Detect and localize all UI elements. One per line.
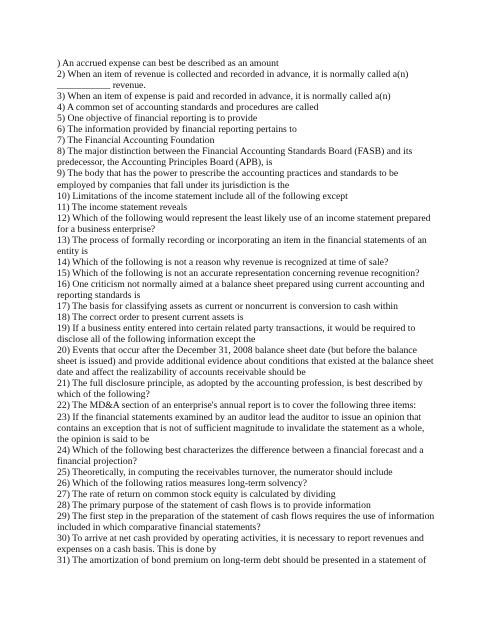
text-line: financial projection? [57, 455, 137, 467]
text-line: 12) Which of the following would represent the least likely use of an income statement prepared [57, 212, 431, 224]
text-line: date and affect the realizability of accounts receivable should be [57, 367, 306, 379]
text-line: 26) Which of the following ratios measures long-term solvency? [57, 477, 308, 489]
text-line: 15) Which of the following is not an accurate representation concerning revenue recognition? [57, 267, 420, 279]
text-line: 25) Theoretically, in computing the receivables turnover, the numerator should include [57, 466, 393, 478]
text-line: 6) The information provided by financial reporting pertains to [57, 124, 297, 136]
text-line: disclose all of the following information except the [57, 334, 256, 346]
text-line: 5) One objective of financial reporting is to provide [57, 113, 258, 125]
text-line: ___________ revenue. [57, 80, 146, 92]
text-line: contains an exception that is not of sufficient magnitude to invalidate the statement as a whole, [57, 422, 425, 434]
text-line: entity is [57, 245, 88, 257]
text-line: included in which comparative financial statements? [57, 521, 261, 533]
text-line: 31) The amortization of bond premium on long-term debt should be presented in a statement of [57, 555, 427, 567]
text-line: 20) Events that occur after the December 31, 2008 balance sheet date (but before the balance [57, 345, 417, 357]
text-line: employed by companies that fall under its jurisdiction is the [57, 179, 290, 191]
text-line: 29) The first step in the preparation of the statement of cash flows requires the use of information [57, 510, 435, 522]
text-line: 13) The process of formally recording or incorporating an item in the financial statements of an [57, 234, 427, 246]
text-line: which of the following? [57, 389, 150, 401]
text-line: 3) When an item of expense is paid and recorded in advance, it is normally called a(n) [57, 91, 391, 103]
text-line: 21) The full disclosure principle, as adopted by the accounting profession, is best described by [57, 378, 423, 390]
text-line: the opinion is said to be [57, 433, 150, 445]
text-line: reporting standards is [57, 289, 141, 301]
text-line: 7) The Financial Accounting Foundation [57, 135, 215, 147]
text-line: 28) The primary purpose of the statement of cash flows is to provide information [57, 499, 371, 511]
text-line: 19) If a business entity entered into certain related party transactions, it would be required to [57, 323, 416, 335]
text-line: 11) The income statement reveals [57, 201, 188, 213]
text-line: 8) The major distinction between the Financial Accounting Standards Board (FASB) and its [57, 146, 413, 158]
text-line: 10) Limitations of the income statement include all of the following except [57, 190, 348, 202]
text-line: 18) The correct order to present current assets is [57, 312, 244, 324]
text-line: predecessor, the Accounting Principles Board (APB), is [57, 157, 273, 169]
text-line: 22) The MD&A section of an enterprise's annual report is to cover the following three items: [57, 400, 417, 412]
text-line: 23) If the financial statements examined by an auditor lead the auditor to issue an opinion that [57, 411, 422, 423]
text-line: 30) To arrive at net cash provided by operating activities, it is necessary to report revenues and [57, 533, 424, 545]
text-line: for a business enterprise? [57, 223, 156, 235]
text-line: 24) Which of the following best characterizes the difference between a financial forecast and a [57, 444, 424, 456]
text-line: 27) The rate of return on common stock equity is calculated by dividing [57, 488, 336, 500]
text-line: 16) One criticism not normally aimed at a balance sheet prepared using current accounting and [57, 278, 425, 290]
text-line: 17) The basis for classifying assets as current or noncurrent is conversion to cash within [57, 301, 398, 313]
text-line: 2) When an item of revenue is collected and recorded in advance, it is normally called a(n) [57, 69, 409, 81]
text-line: 4) A common set of accounting standards and procedures are called [57, 102, 319, 114]
text-line: 9) The body that has the power to prescribe the accounting practices and standards to be [57, 168, 399, 180]
text-line: ) An accrued expense can best be described as an amount [57, 58, 279, 69]
text-line: sheet is issued) and provide additional evidence about conditions that existed at the balance sheet [57, 356, 434, 368]
text-line: expenses on a cash basis. This is done by [57, 544, 217, 556]
question-list [57, 58, 435, 566]
text-line: 14) Which of the following is not a reason why revenue is recognized at time of sale? [57, 256, 389, 268]
